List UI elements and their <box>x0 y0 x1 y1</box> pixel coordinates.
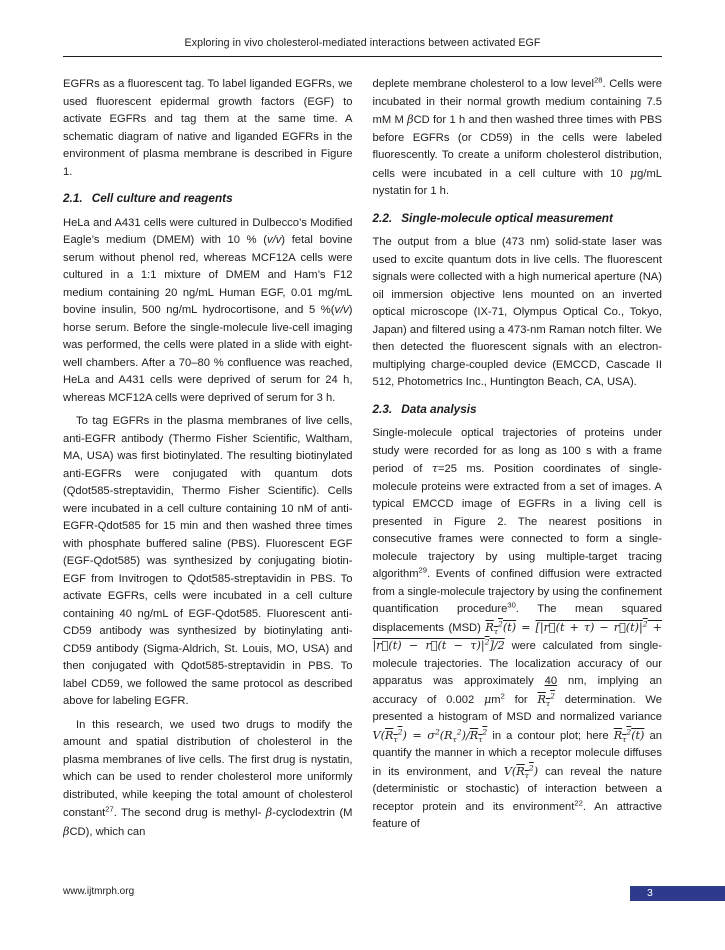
running-title: Exploring in vivo cholesterol-mediated interactions between activated EGF <box>184 37 541 49</box>
paragraph: In this research, we used two drugs to modify the amount and spatial distribution of cholesterol in the plasma membranes of live cells. The first drug is nystatin, which can be used to render cholesterol more uniformly distributed, while keeping the total amount of cholesterol constant$^{27}$. The second drug is methyl- β-cyclodextrin (M βCD), which can <box>63 718 353 838</box>
section-heading-2-3: 2.3. Data analysis <box>372 401 477 416</box>
paragraph: To tag EGFRs in the plasma membranes of live cells, anti-EGFR antibody (Thermo Fisher Scientific, Waltham, MA, USA) was first biotinylated. The resulting biotinylated anti-EGFRs were conjugated with quantum dots (Qdot585-streptavidin, Thermo Fisher Scientific). Cells were incubated in a cell culture containing 10 nM of anti-EGFR-Qdot585 for 15 min and then washed three times with phosphate buffered saline (PBS). Fluorescent EGF (EGF-Qdot585) was synthesized by conjugating biotin-EGF from Invitrogen to Qdot585-streptavidin in PBS. To activate EGFRs, cells were incubated in a cell culture containing 40 ng/mL of EGF-Qdot585. Fluorescent anti-CD59 antibody was synthesized by biotinylating anti-CD59 antibody (Sigma-Aldrich, St. Louis, MO, USA) and then conjugated with Qdot585-streptavidin in PBS. To label CD59, we followed the same protocol as described above for labeling EGFR. <box>63 415 353 707</box>
paragraph: HeLa and A431 cells were cultured in Dulbecco’s Modified Eagle’s medium (DMEM) with 10 % (v/v) fetal bovine serum without phenol red, whereas MCF12A cells were cultured in a 1:1 mixture of DMEM and Ham’s F12 medium containing 20 ng/mL Human EGF, 0.01 mg/mL bovine insulin, 500 ng/mL hydrocortisone, and 5 %(v/v) horse serum. Before the single-molecule live-cell imaging was performed, the cells were plated in a slide with eight-well chambers. After a 70–80 % confluence was reached, HeLa and A431 cells were deprived of serum for 24 h, whereas MCF12A cells were deprived of serum for 3 h. <box>63 216 353 404</box>
paragraph: deplete membrane cholesterol to a low level$^{28}$. Cells were incubated in their normal growth medium containing 7.5 mM M βCD for 1 h and then washed three times with PBS before EGFRs (or CD59) in the cells were labeled fluorescently. To create a uniform cholesterol distribution, cells were incubated in a cell culture with 10 μg/mL nystatin for 1 h. <box>372 76 662 197</box>
journal-url[interactable]: www.ijtmrph.org <box>63 886 135 897</box>
left-column <box>63 76 353 878</box>
two-column-content <box>63 76 662 878</box>
right-column <box>373 76 663 878</box>
section-heading-2-2: 2.2. Single-molecule optical measurement <box>372 210 613 225</box>
page-number-badge <box>630 886 725 901</box>
paragraph: EGFRs as a fluorescent tag. To label liganded EGFRs, we used fluorescent epidermal growth factors (EGF) to activate EGFRs and tag them at the same time. A schematic diagram of native and liganded EGFRs in the environment of plasma membrane is described in Figure 1. <box>63 78 353 178</box>
paragraph: Single-molecule optical trajectories of proteins under study were recorded for as long as 100 s with a frame period of τ=25 ms. Position coordinates of single-molecule proteins were extracted from a set of images. A typical EMCCD image of EGFRs in a living cell is presented in Figure 2. The nearest positions in consecutive frames were connected to form a single-molecule trajectory by using multiple-target tracing algorithm$^{29}$. Events of confined diffusion were extracted from a single-molecule trajectory by using the confinement quantification procedure$^{30}$. The mean squared displacements (MSD) $R_\tau^2(t)$ = [|r⃗(t + $\tau) - r⃗(t)|^2$ + |r⃗(t) − r⃗(t − $\tau)|^2]/2$ were calculated from single-molecule trajectories. The localization accuracy of our apparatus was approximately 40 nm, implying an accuracy of 0.002 $\mu m^2$ for $R_\tau^2$ determination. We presented a histogram of MSD and normalized variance $V(R_\tau^2) = \sigma^2(R_\tau^2)/R_\tau^2$ in a contour plot; here $R_\tau^2(t)$ an quantify the manner in which a receptor molecule diffuses in its environment, and $V(R_\tau^2)$ can reveal the nature (deterministic or stochastic) of interaction between a receptor protein and its environment$^{22}$. An attractive feature of <box>372 427 662 830</box>
paragraph: The output from a blue (473 nm) solid-state laser was used to excite quantum dots in live cells. The fluorescent signals were collected with a high numerical aperture (NA) oil immersion objective lens mounted on an inverted optical microscope (IX-71, Olympus Optical Co., Tokyo, Japan) and filtered using a 473-nm Raman notch filter. We then detected the fluorescent signals with an electron-multiplying charge-coupled device (EMCCD, Cascade II 512, Photometrics Inc., Huntington Beach, CA, USA). <box>372 236 662 388</box>
page-number: 3 <box>647 887 653 899</box>
section-heading-2-1: 2.1. Cell culture and reagents <box>63 191 233 205</box>
header-rule <box>63 56 662 57</box>
